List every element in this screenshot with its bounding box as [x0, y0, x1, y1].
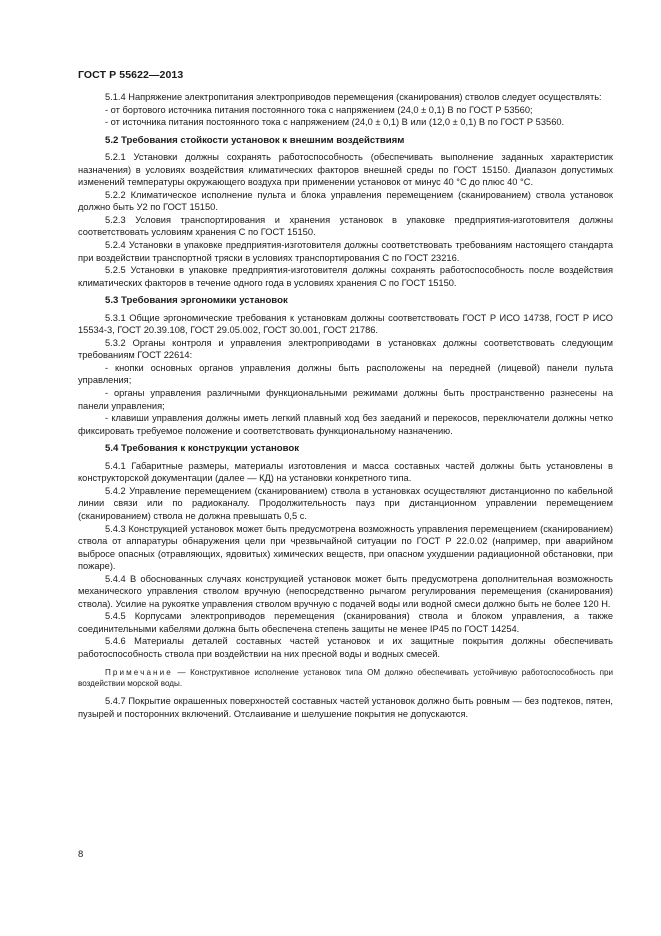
note-label: Примечание	[105, 667, 173, 677]
document-body	[78, 91, 613, 720]
section-heading: 5.4 Требования к конструкции установок	[105, 443, 300, 455]
paragraph: 5.4.3 Конструкцией установок может быть предусмотрена возможность управления перемещением (сканированием) ствола от аппаратуры обнаружения цели при чрезвычайной ситуации по ГОСТ Р 22.0.02 (например, при аварийном выбросе опасных (отравляющих, ядовитых) химических веществ, при опасном ухудшении радиационной обстановки, при пожаре).	[78, 523, 613, 572]
paragraph: 5.4.6 Материалы деталей составных частей установок и их защитные покрытия должны обеспечивать работоспособность ствола при воздействии на них пресной воды и водных смесей.	[78, 636, 613, 659]
paragraph: 5.4.5 Корпусами электроприводов перемещения (сканирования) ствола и блоком управления, а также соединительными кабелями должна быть обеспечена степень защиты не менее IP45 по ГОСТ 14254.	[78, 611, 613, 634]
section-heading: 5.2 Требования стойкости установок к внешним воздействиям	[105, 134, 405, 146]
paragraph: - органы управления различными функциональными режимами должны быть пространственно разнесены на панели управления;	[78, 388, 613, 411]
paragraph: 5.2.2 Климатическое исполнение пульта и блока управления перемещением (сканированием) ствола установок должно быть У2 по ГОСТ 15150.	[78, 189, 613, 213]
paragraph: 5.4.2 Управление перемещением (сканированием) ствола в установках осуществляют дистанционно по кабельной линии связи или по радиоканалу. Продолжительность пауз при дистанционном управлении перемещением (сканированием) ствола не должна превышать 0,5 с.	[78, 485, 613, 521]
paragraph: 5.3.1 Общие эргономические требования к установкам должны соответствовать ГОСТ Р ИСО 14738, ГОСТ Р ИСО 15534-3, ГОСТ 20.39.108, ГОСТ 29.05.002, ГОСТ 30.001, ГОСТ 21786.	[78, 312, 613, 336]
note	[78, 667, 613, 690]
paragraph: 5.4.4 В обоснованных случаях конструкцией установок может быть предусмотрена дополнительная возможность механического управления стволом вручную (непосредственно рычагом регулирования перемещения (сканирования) ствола). Усилие на рукоятке управления стволом вручную с подачей воды или водной смеси должно быть не более 120 Н.	[78, 573, 613, 609]
paragraph: - от источника питания постоянного тока с напряжением (24,0 ± 0,1) В или (12,0 ± 0,1) В по ГОСТ Р 53560.	[105, 117, 565, 128]
paragraph: 5.1.4 Напряжение электропитания электроприводов перемещения (сканирования) стволов следует осуществлять:	[105, 92, 602, 102]
paragraph: - от бортового источника питания постоянного тока с напряжением (24,0 ± 0,1) В по ГОСТ Р 53560;	[105, 104, 533, 115]
paragraph: - кнопки основных органов управления должны быть расположены на передней (лицевой) панели пульта управления;	[78, 362, 613, 386]
document-header: ГОСТ Р 55622—2013	[78, 69, 184, 81]
section-heading: 5.3 Требования эргономики установок	[105, 295, 288, 307]
note-text: — Конструктивное исполнение установок типа ОМ должно обеспечивать устойчивую работоспособность при воздействии морской воды.	[78, 667, 613, 688]
paragraph: 5.4.7 Покрытие окрашенных поверхностей составных частей установок должно быть ровным — без подтеков, пятен, пузырей и посторонних включений. Отслаивание и шелушение покрытия не допускаются.	[78, 696, 613, 719]
paragraph: 5.2.5 Установки в упаковке предприятия-изготовителя должны сохранять работоспособность после воздействия климатических факторов в течение одного года в условиях хранения С по ГОСТ 15150.	[78, 265, 613, 288]
paragraph: 5.2.1 Установки должны сохранять работоспособность (обеспечивать выполнение заданных характеристик назначения) в условиях воздействия климатических факторов внешней среды по ГОСТ 15150. Диапазон допустимых изменений температуры окружающего воздуха при применении установок от минус 40 °С до плюс 40 °С.	[78, 152, 613, 188]
paragraph: 5.3.2 Органы контроля и управления электроприводами в установках должны соответствовать следующим требованиям ГОСТ 22614:	[78, 337, 613, 361]
paragraph: 5.2.4 Установки в упаковке предприятия-изготовителя должны соответствовать требованиям настоящего стандарта при воздействии транспортной тряски в условиях транспортирования С по ГОСТ 23216.	[78, 240, 613, 263]
page-number: 8	[78, 849, 84, 860]
paragraph: - клавиши управления должны иметь легкий плавный ход без заеданий и перекосов, переключатели должны четко фиксировать требуемое положение и соответствовать функциональному назначению.	[78, 413, 613, 436]
paragraph: 5.4.1 Габаритные размеры, материалы изготовления и масса составных частей должны быть установлены в конструкторской документации (далее — КД) на установки конкретного типа.	[78, 460, 613, 484]
paragraph: 5.2.3 Условия транспортирования и хранения установок в упаковке предприятия-изготовителя должны соответствовать условиям хранения С по ГОСТ 15150.	[78, 214, 613, 238]
